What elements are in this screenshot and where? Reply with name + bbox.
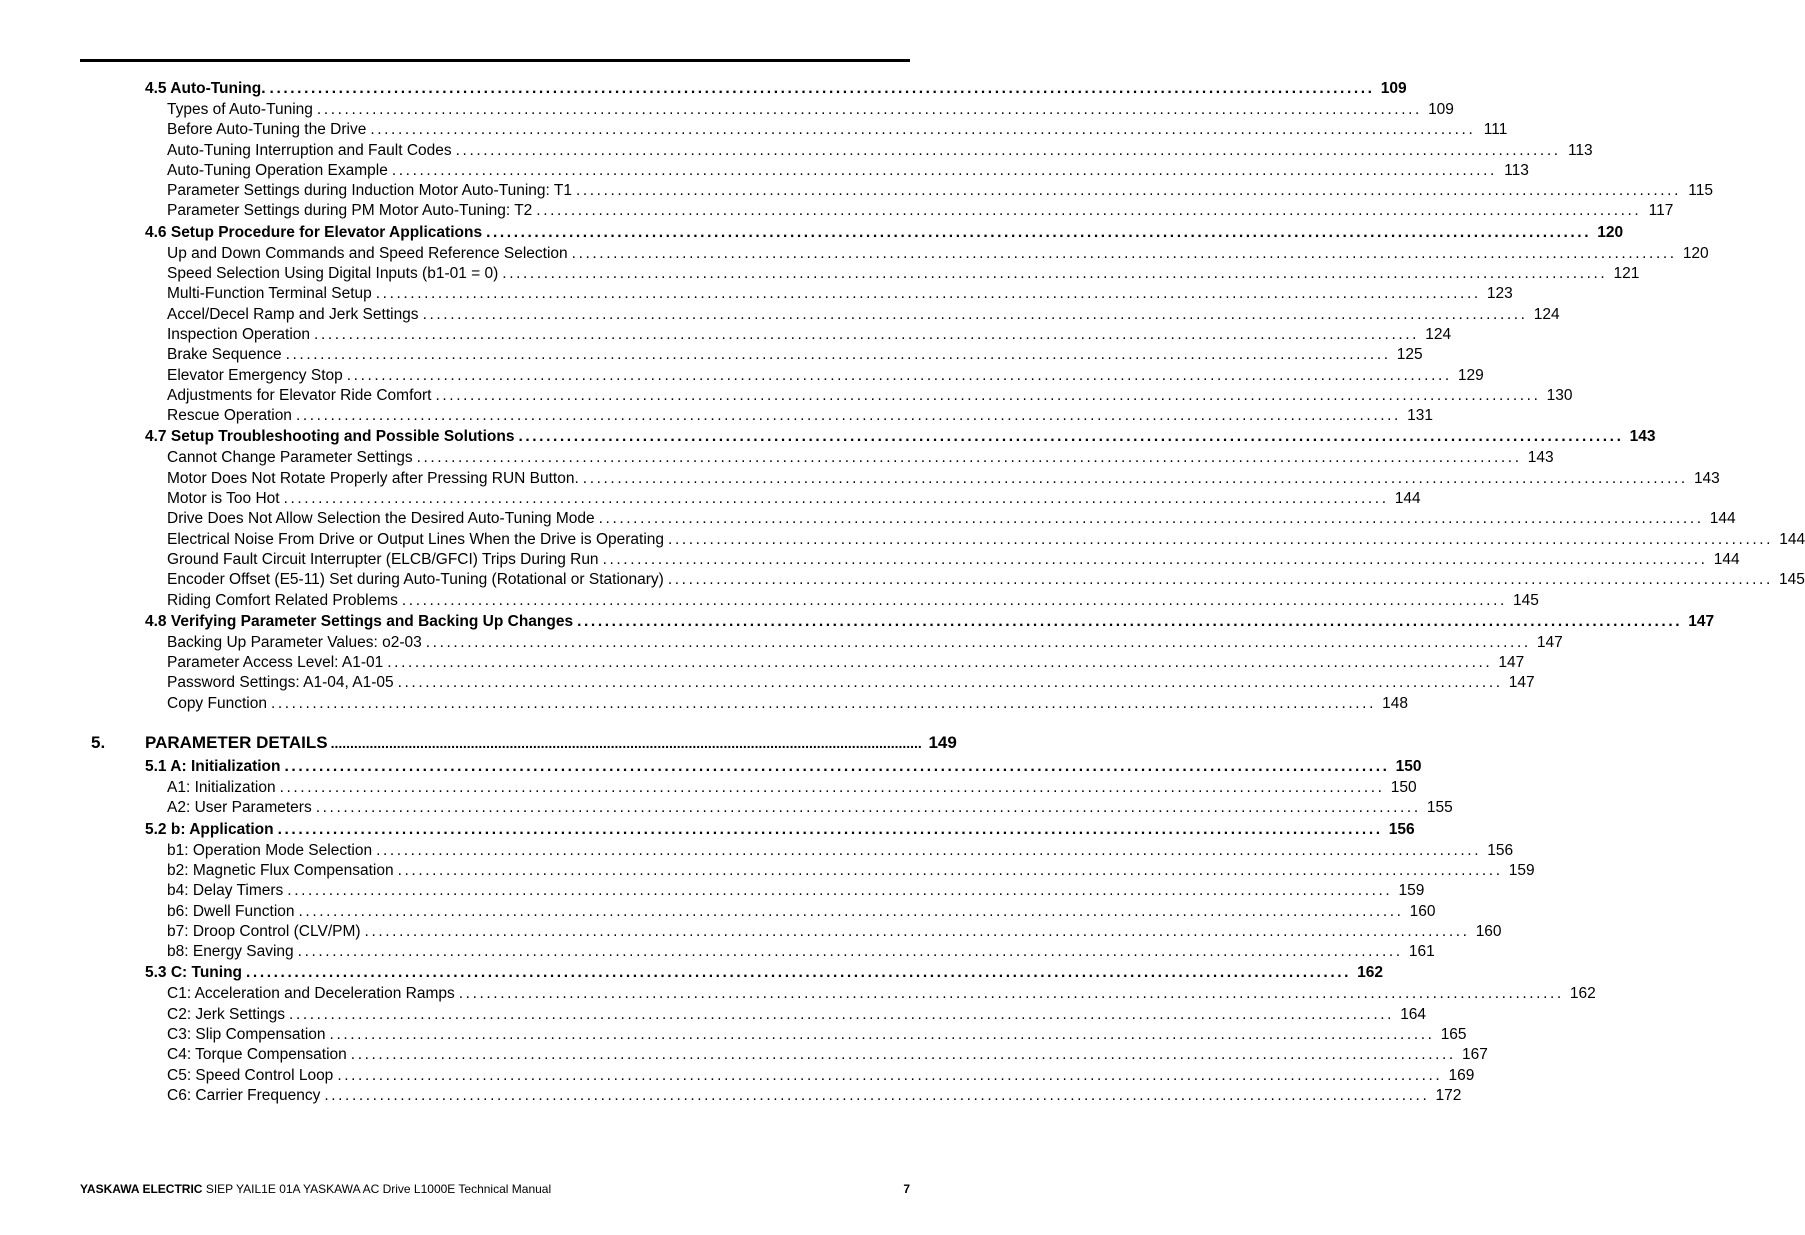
toc-entry-title: b1: Operation Mode Selection — [167, 841, 373, 859]
toc-section-entry[interactable] — [145, 426, 1656, 448]
toc-entry-title: Motor is Too Hot — [167, 490, 280, 508]
toc-entry-page-number: 144 — [1394, 490, 1421, 508]
toc-entry-page-number: 165 — [1440, 1025, 1467, 1043]
dot-leader: ................................................................................................................................................................ — [425, 633, 1531, 651]
toc-subsection-entry[interactable] — [167, 778, 1417, 798]
toc-entry-title: Encoder Offset (E5-11) Set during Auto-Tuning (Rotational or Stationary) — [167, 571, 664, 589]
toc-entry-title: C2: Jerk Settings — [167, 1005, 286, 1023]
toc-entry-page-number: 150 — [1390, 779, 1417, 797]
toc-entry-title: Parameter Access Level: A1-01 — [167, 654, 384, 672]
toc-entry-title: Accel/Decel Ramp and Jerk Settings — [167, 305, 419, 323]
toc-subsection-entry[interactable] — [167, 984, 1596, 1004]
toc-entry-title: Cannot Change Parameter Settings — [167, 449, 413, 467]
dot-leader: ................................................................................................................................................................ — [668, 530, 1774, 548]
toc-subsection-entry[interactable] — [167, 345, 1423, 365]
toc-entry-title: Backing Up Parameter Values: o2-03 — [167, 633, 422, 651]
toc-entry-page-number: 129 — [1457, 366, 1484, 384]
dot-leader: ................................................................................................................................................................ — [346, 366, 1452, 384]
toc-entry-title: Ground Fault Circuit Interrupter (ELCB/GFCI) Trips During Run — [167, 550, 599, 568]
footer-page-number: 7 — [903, 1182, 910, 1196]
dot-leader: ................................................................................................................................................................ — [575, 182, 1681, 200]
toc-entry-title: 5.1 A: Initialization — [145, 758, 281, 776]
toc-entry-page-number: 117 — [1648, 202, 1674, 220]
toc-subsection-entry[interactable] — [167, 570, 1805, 590]
toc-entry-page-number: 159 — [1398, 882, 1425, 900]
dot-leader: ................................................................................................................................................................ — [518, 428, 1624, 446]
toc-entry-title: C1: Acceleration and Deceleration Ramps — [167, 985, 455, 1003]
header-rule — [80, 59, 910, 62]
toc-subsection-entry[interactable] — [167, 489, 1421, 509]
toc-entry-page-number: 164 — [1400, 1005, 1427, 1023]
dot-leader: ................................................................................................................................................................ — [582, 469, 1688, 487]
dot-leader: ................................................................................................................................................................ — [287, 882, 1393, 900]
toc-subsection-entry[interactable] — [167, 244, 1709, 264]
toc-subsection-entry[interactable] — [167, 1005, 1427, 1025]
toc-subsection-entry[interactable] — [167, 366, 1484, 386]
dot-leader: ................................................................................................................................................................ — [295, 407, 1401, 425]
dot-leader: ................................................................................................................................................................ — [370, 121, 1476, 139]
toc-entry-page-number: 144 — [1709, 510, 1736, 528]
dot-leader: ........................................................................................................................................................ — [330, 735, 922, 752]
toc-entry-page-number: 120 — [1597, 223, 1624, 241]
toc-entry-page-number: 145 — [1513, 591, 1539, 609]
toc-subsection-entry[interactable] — [167, 902, 1436, 922]
dot-leader: ................................................................................................................................................................ — [397, 674, 1503, 692]
toc-subsection-entry[interactable] — [167, 264, 1640, 284]
toc-subsection-entry[interactable] — [167, 386, 1573, 406]
toc-subsection-entry[interactable] — [167, 120, 1508, 140]
toc-entry-page-number: 144 — [1779, 530, 1805, 548]
dot-leader: ................................................................................................................................................................ — [329, 1025, 1435, 1043]
dot-leader: ................................................................................................................................................................ — [298, 902, 1404, 920]
toc-entry-title: Motor Does Not Rotate Properly after Pressing RUN Button. — [167, 469, 579, 487]
toc-entry-title: 4.8 Verifying Parameter Settings and Backing Up Changes — [145, 612, 574, 630]
toc-entry-title: b6: Dwell Function — [167, 902, 295, 920]
toc-section-entry[interactable] — [145, 756, 1422, 778]
toc-entry-title: Parameter Settings during PM Motor Auto-Tuning: T2 — [167, 202, 533, 220]
table-of-contents — [0, 78, 1805, 1106]
toc-entry-page-number: 161 — [1408, 943, 1435, 961]
toc-subsection-entry[interactable] — [167, 861, 1535, 881]
toc-subsection-entry[interactable] — [167, 509, 1736, 529]
toc-entry-page-number: 143 — [1527, 449, 1554, 467]
toc-entry-page-number: 131 — [1407, 407, 1433, 425]
dot-leader: ................................................................................................................................................................ — [316, 101, 1422, 118]
toc-entry-page-number: 115 — [1688, 182, 1713, 200]
toc-entry-page-number: 148 — [1382, 694, 1408, 712]
toc-entry-title: Multi-Function Terminal Setup — [167, 285, 372, 303]
dot-leader: ................................................................................................................................................................ — [289, 1005, 1395, 1023]
toc-entry-page-number: 169 — [1448, 1066, 1475, 1084]
toc-entry-title: Inspection Operation — [167, 325, 311, 343]
toc-entry-title: 4.6 Setup Procedure for Elevator Applications — [145, 223, 483, 241]
chapter-title: PARAMETER DETAILS — [145, 733, 328, 753]
toc-entry-page-number: 162 — [1357, 964, 1384, 982]
toc-subsection-entry[interactable] — [167, 100, 1454, 120]
toc-entry-title: Electrical Noise From Drive or Output Lines When the Drive is Operating — [167, 530, 665, 548]
dot-leader: ................................................................................................................................................................ — [416, 449, 1522, 467]
dot-leader: ................................................................................................................................................................ — [455, 141, 1561, 159]
toc-entry-page-number: 145 — [1779, 571, 1805, 589]
toc-subsection-entry[interactable] — [167, 406, 1433, 426]
dot-leader: ................................................................................................................................................................ — [602, 550, 1708, 568]
toc-subsection-entry[interactable] — [167, 942, 1435, 962]
toc-entry-page-number: 143 — [1693, 469, 1720, 487]
toc-entry-title: Riding Comfort Related Problems — [167, 591, 398, 609]
toc-entry-page-number: 162 — [1569, 985, 1596, 1003]
toc-entry-title: C4: Torque Compensation — [167, 1046, 347, 1064]
toc-entry-page-number: 130 — [1546, 386, 1573, 404]
dot-leader: ................................................................................................................................................................ — [502, 265, 1608, 283]
dot-leader: ................................................................................................................................................................ — [375, 285, 1481, 303]
toc-entry-page-number: 109 — [1428, 101, 1454, 118]
toc-entry-title: Up and Down Commands and Speed Reference Selection — [167, 244, 568, 262]
toc-subsection-entry[interactable] — [167, 653, 1525, 673]
toc-entry-page-number: 121 — [1613, 265, 1640, 283]
toc-entry-page-number: 113 — [1504, 161, 1529, 179]
toc-subsection-entry[interactable] — [167, 448, 1554, 468]
toc-entry-page-number: 147 — [1688, 612, 1715, 630]
toc-entry-title: Auto-Tuning Interruption and Fault Codes — [167, 141, 452, 159]
toc-entry-title: Speed Selection Using Digital Inputs (b1-01 = 0) — [167, 265, 499, 283]
dot-leader: ................................................................................................................................................................ — [364, 922, 1470, 940]
toc-subsection-entry[interactable] — [167, 530, 1805, 550]
toc-subsection-entry[interactable] — [167, 881, 1425, 901]
toc-entry-title: Rescue Operation — [167, 407, 292, 425]
footer-brand: YASKAWA ELECTRIC — [80, 1182, 203, 1196]
dot-leader: ................................................................................................................................................................ — [401, 591, 1507, 609]
dot-leader: ................................................................................................................................................................ — [667, 571, 1773, 589]
toc-subsection-entry[interactable] — [167, 201, 1674, 221]
dot-leader: ................................................................................................................................................................ — [571, 244, 1677, 262]
toc-section-entry[interactable] — [145, 962, 1384, 984]
toc-subsection-entry[interactable] — [167, 1086, 1462, 1106]
toc-subsection-entry[interactable] — [167, 161, 1529, 181]
toc-entry-title: Types of Auto-Tuning — [167, 101, 313, 118]
toc-entry-title: Brake Sequence — [167, 346, 282, 364]
toc-entry-page-number: 125 — [1396, 346, 1423, 364]
dot-leader: ................................................................................................................................................................ — [315, 799, 1421, 817]
toc-subsection-entry[interactable] — [167, 325, 1452, 345]
toc-subsection-entry[interactable] — [167, 922, 1502, 942]
toc-entry-title: C3: Slip Compensation — [167, 1025, 326, 1043]
toc-entry-page-number: 147 — [1498, 654, 1525, 672]
toc-entry-title: Auto-Tuning Operation Example — [167, 161, 388, 179]
toc-entry-page-number: 124 — [1425, 325, 1452, 343]
dot-leader: ................................................................................................................................................................ — [422, 305, 1528, 323]
toc-entry-page-number: 160 — [1409, 902, 1436, 920]
toc-entry-page-number: 124 — [1533, 305, 1560, 323]
toc-entry-page-number: 143 — [1629, 428, 1656, 446]
toc-subsection-entry[interactable] — [167, 633, 1563, 653]
toc-entry-title: 4.5 Auto-Tuning. — [145, 80, 266, 97]
page-footer — [80, 1181, 910, 1197]
dot-leader: ................................................................................................................................................................ — [486, 223, 1592, 241]
toc-subsection-entry[interactable] — [167, 469, 1720, 489]
toc-section-entry[interactable] — [145, 222, 1624, 244]
dot-leader: ................................................................................................................................................................ — [577, 612, 1683, 630]
toc-entry-page-number: 172 — [1435, 1086, 1462, 1104]
toc-section-entry[interactable] — [145, 819, 1415, 841]
toc-subsection-entry[interactable] — [167, 181, 1713, 201]
toc-entry-page-number: 156 — [1487, 841, 1514, 859]
toc-entry-title: A2: User Parameters — [167, 799, 312, 817]
dot-leader: ................................................................................................................................................................ — [391, 161, 1497, 179]
toc-subsection-entry[interactable] — [167, 550, 1740, 570]
toc-entry-title: C6: Carrier Frequency — [167, 1086, 321, 1104]
toc-block-chapter-4 — [0, 78, 1805, 714]
toc-entry-title: Copy Function — [167, 694, 267, 712]
toc-subsection-entry[interactable] — [167, 694, 1408, 714]
toc-entry-title: Drive Does Not Allow Selection the Desired Auto-Tuning Mode — [167, 510, 595, 528]
toc-entry-title: 5.2 b: Application — [145, 820, 274, 838]
toc-subsection-entry[interactable] — [167, 798, 1453, 818]
toc-entry-page-number: 144 — [1713, 550, 1740, 568]
toc-entry-page-number: 155 — [1426, 799, 1453, 817]
toc-subsection-entry[interactable] — [167, 1066, 1475, 1086]
toc-block-chapter-5 — [0, 756, 1596, 1106]
toc-entry-title: 5.3 C: Tuning — [145, 964, 243, 982]
toc-subsection-entry[interactable] — [167, 1025, 1467, 1045]
toc-chapter-heading[interactable] — [91, 730, 957, 756]
dot-leader: ................................................................................................................................................................ — [297, 943, 1403, 961]
toc-entry-title: b4: Delay Timers — [167, 882, 284, 900]
footer-manual-title: SIEP YAIL1E 01A YASKAWA AC Drive L1000E Technical Manual — [205, 1182, 552, 1196]
dot-leader: ................................................................................................................................................................ — [270, 694, 1376, 712]
toc-entry-title: Parameter Settings during Induction Motor Auto-Tuning: T1 — [167, 182, 572, 200]
footer-text — [80, 1181, 551, 1197]
toc-entry-title: b8: Energy Saving — [167, 943, 294, 961]
toc-entry-page-number: 167 — [1461, 1046, 1488, 1064]
toc-entry-page-number: 150 — [1395, 758, 1422, 776]
dot-leader: ................................................................................................................................................................ — [279, 779, 1385, 797]
dot-leader: ................................................................................................................................................................ — [269, 80, 1375, 97]
toc-section-entry[interactable] — [145, 78, 1407, 100]
toc-entry-page-number: 109 — [1380, 80, 1407, 97]
chapter-page-number: 149 — [928, 733, 957, 753]
toc-entry-title: 4.7 Setup Troubleshooting and Possible Solutions — [145, 428, 515, 446]
toc-subsection-entry[interactable] — [167, 673, 1535, 693]
toc-subsection-entry[interactable] — [167, 305, 1560, 325]
toc-section-entry[interactable] — [145, 611, 1715, 633]
dot-leader: ................................................................................................................................................................ — [458, 985, 1564, 1003]
toc-entry-page-number: 120 — [1682, 244, 1709, 262]
toc-entry-page-number: 156 — [1388, 820, 1415, 838]
toc-entry-page-number: 160 — [1475, 922, 1502, 940]
toc-subsection-entry[interactable] — [167, 141, 1593, 161]
dot-leader: ................................................................................................................................................................ — [285, 346, 1391, 364]
toc-entry-title: Adjustments for Elevator Ride Comfort — [167, 386, 432, 404]
dot-leader: ................................................................................................................................................................ — [387, 654, 1493, 672]
toc-entry-page-number: 147 — [1508, 674, 1535, 692]
toc-entry-page-number: 123 — [1486, 285, 1513, 303]
dot-leader: ................................................................................................................................................................ — [314, 325, 1420, 343]
toc-entry-page-number: 147 — [1536, 633, 1563, 651]
dot-leader: ................................................................................................................................................................ — [324, 1086, 1430, 1104]
toc-entry-title: A1: Initialization — [167, 779, 276, 797]
dot-leader: ................................................................................................................................................................ — [435, 386, 1541, 404]
toc-subsection-entry[interactable] — [167, 284, 1513, 304]
toc-entry-title: b2: Magnetic Flux Compensation — [167, 861, 394, 879]
dot-leader: ................................................................................................................................................................ — [284, 758, 1390, 776]
dot-leader: ................................................................................................................................................................ — [283, 490, 1389, 508]
dot-leader: ................................................................................................................................................................ — [277, 820, 1383, 838]
dot-leader: ................................................................................................................................................................ — [350, 1046, 1456, 1064]
dot-leader: ................................................................................................................................................................ — [376, 841, 1482, 859]
toc-entry-title: Password Settings: A1-04, A1-05 — [167, 674, 394, 692]
chapter-number: 5. — [91, 733, 106, 753]
toc-entry-page-number: 111 — [1483, 121, 1508, 139]
toc-entry-title: Before Auto-Tuning the Drive — [167, 121, 367, 139]
toc-entry-page-number: 159 — [1508, 861, 1535, 879]
toc-subsection-entry[interactable] — [167, 591, 1539, 611]
dot-leader: ................................................................................................................................................................ — [337, 1066, 1443, 1084]
toc-subsection-entry[interactable] — [167, 1045, 1488, 1065]
toc-entry-title: Elevator Emergency Stop — [167, 366, 343, 384]
toc-entry-page-number: 113 — [1567, 141, 1593, 159]
dot-leader: ................................................................................................................................................................ — [246, 964, 1352, 982]
dot-leader: ................................................................................................................................................................ — [536, 202, 1642, 220]
toc-entry-title: C5: Speed Control Loop — [167, 1066, 334, 1084]
toc-subsection-entry[interactable] — [167, 841, 1514, 861]
dot-leader: ................................................................................................................................................................ — [598, 510, 1704, 528]
dot-leader: ................................................................................................................................................................ — [397, 861, 1503, 879]
toc-entry-title: b7: Droop Control (CLV/PM) — [167, 922, 361, 940]
